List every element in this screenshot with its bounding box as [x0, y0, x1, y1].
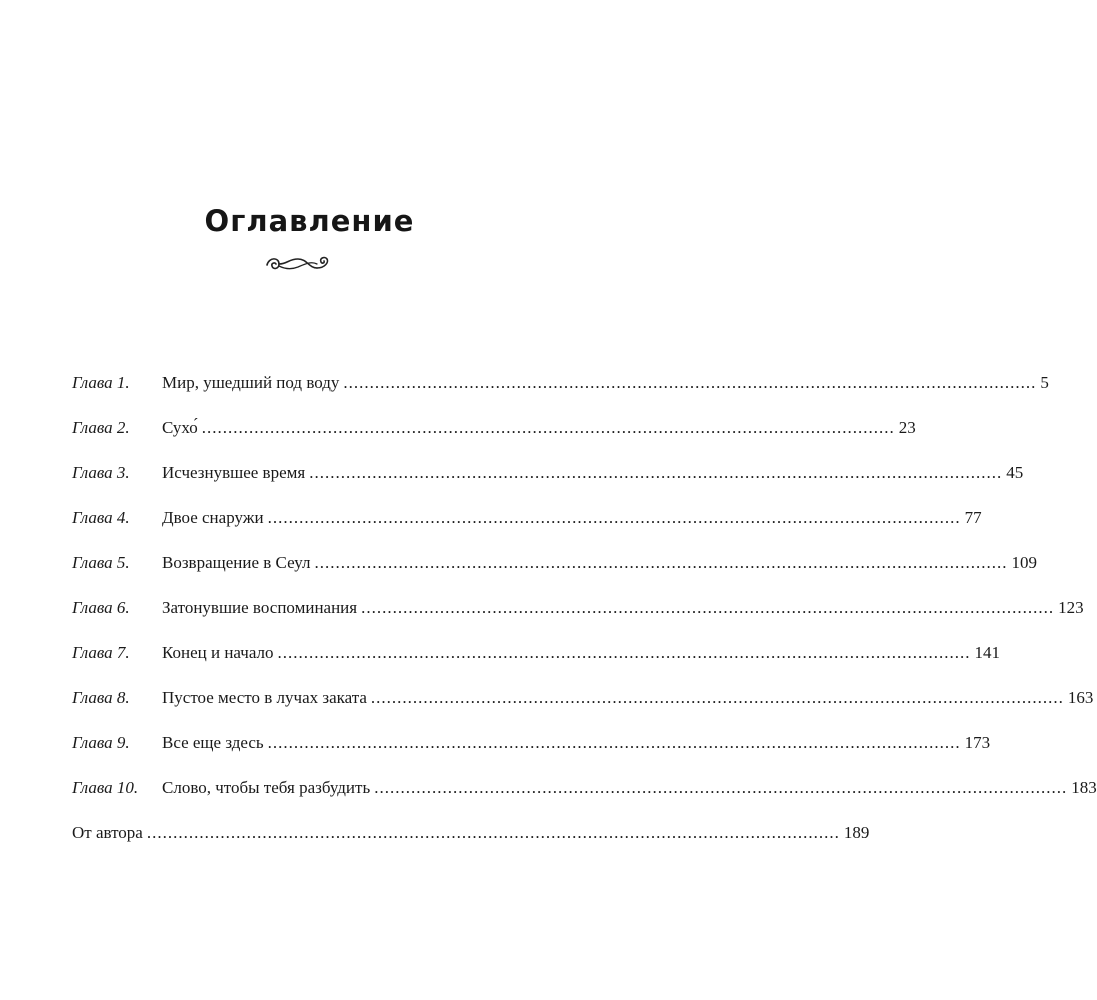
dot-leader: .................................................................................................................................... — [309, 463, 1003, 482]
page-number: 123 — [1058, 598, 1084, 617]
chapter-title: Двое снаружи — [162, 508, 264, 527]
page-number: 163 — [1067, 688, 1094, 707]
dot-leader: .................................................................................................................................... — [374, 778, 1068, 797]
chapter-number: Глава 5. — [72, 553, 130, 572]
toc-entry[interactable] — [72, 552, 1037, 597]
page-number: 173 — [964, 733, 991, 752]
dot-leader: .................................................................................................................................... — [267, 508, 961, 527]
dot-leader: .................................................................................................................................... — [201, 418, 895, 437]
table-of-contents — [72, 372, 1097, 867]
page-number: 5 — [1040, 373, 1049, 392]
toc-entry[interactable] — [72, 597, 1084, 642]
page-title: Оглавление — [204, 204, 415, 238]
page-number: 189 — [843, 823, 870, 842]
toc-entry-author-note[interactable] — [72, 822, 870, 867]
chapter-number: Глава 9. — [72, 733, 130, 752]
toc-entry[interactable] — [72, 372, 1049, 417]
page-number: 109 — [1011, 553, 1037, 572]
toc-entry[interactable] — [72, 642, 1001, 687]
chapter-number: Глава 3. — [72, 463, 130, 482]
dot-leader: .................................................................................................................................... — [267, 733, 961, 752]
page-number: 23 — [898, 418, 916, 437]
flourish-ornament-icon — [263, 252, 333, 276]
chapter-number: Глава 6. — [72, 598, 130, 617]
toc-entry[interactable] — [72, 777, 1097, 822]
dot-leader: .................................................................................................................................... — [277, 643, 971, 662]
toc-entry[interactable] — [72, 732, 991, 777]
chapter-title: Конец и начало — [162, 643, 274, 662]
chapter-number: Глава 4. — [72, 508, 130, 527]
chapter-number: Глава 10. — [72, 778, 139, 797]
dot-leader: .................................................................................................................................... — [343, 373, 1037, 392]
toc-entry[interactable] — [72, 417, 916, 462]
chapter-title: Все еще здесь — [162, 733, 264, 752]
page-number: 45 — [1006, 463, 1024, 482]
chapter-title: Слово, чтобы тебя разбудить — [162, 778, 371, 797]
page-number: 141 — [974, 643, 1001, 662]
chapter-number: Глава 7. — [72, 643, 130, 662]
toc-entry[interactable] — [72, 687, 1094, 732]
dot-leader: .................................................................................................................................... — [314, 553, 1008, 572]
chapter-title: Возвращение в Сеул — [162, 553, 311, 572]
dot-leader: .................................................................................................................................... — [361, 598, 1055, 617]
chapter-title: Мир, ушедший под воду — [162, 373, 340, 392]
chapter-number: Глава 8. — [72, 688, 130, 707]
dot-leader: .................................................................................................................................... — [146, 823, 840, 842]
chapter-title: Пустое место в лучах заката — [162, 688, 367, 707]
page-number: 183 — [1071, 778, 1097, 797]
author-note-title: От автора — [72, 823, 143, 842]
page-number: 77 — [964, 508, 982, 527]
chapter-number: Глава 2. — [72, 418, 130, 437]
chapter-title: Затонувшие воспоминания — [162, 598, 358, 617]
toc-entry[interactable] — [72, 462, 1024, 507]
dot-leader: .................................................................................................................................... — [370, 688, 1064, 707]
chapter-number: Глава 1. — [72, 373, 130, 392]
chapter-title: Сухо́ — [162, 418, 198, 437]
toc-entry[interactable] — [72, 507, 982, 552]
chapter-title: Исчезнувшее время — [162, 463, 306, 482]
